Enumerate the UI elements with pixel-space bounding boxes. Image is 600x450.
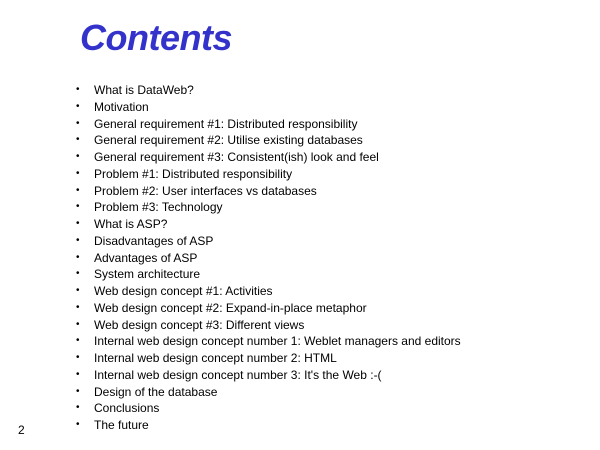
bullet-icon: • bbox=[76, 134, 80, 146]
bullet-icon: • bbox=[76, 285, 80, 296]
list-item bbox=[76, 132, 461, 149]
list-item bbox=[76, 283, 461, 300]
bullet-icon: • bbox=[76, 368, 80, 380]
bullet-icon: • bbox=[76, 335, 80, 347]
list-item bbox=[76, 116, 461, 133]
list-item-label: Web design concept #1: Activities bbox=[94, 284, 273, 298]
list-item bbox=[76, 233, 461, 250]
list-item bbox=[76, 417, 461, 434]
contents-list bbox=[76, 82, 461, 434]
list-item bbox=[76, 384, 461, 401]
bullet-icon: • bbox=[76, 301, 80, 313]
page-number: 2 bbox=[18, 423, 25, 437]
list-item bbox=[76, 367, 461, 384]
list-item bbox=[76, 216, 461, 233]
bullet-icon: • bbox=[76, 184, 80, 196]
list-item-label: Problem #2: User interfaces vs databases bbox=[94, 183, 317, 198]
list-item bbox=[76, 166, 461, 183]
list-item-label: Web design concept #3: Different views bbox=[94, 317, 305, 332]
list-item bbox=[76, 183, 461, 200]
bullet-icon: • bbox=[76, 402, 80, 414]
list-item bbox=[76, 400, 461, 417]
bullet-icon: • bbox=[76, 385, 80, 397]
list-item bbox=[76, 300, 461, 317]
list-item bbox=[76, 317, 461, 334]
list-item-label: What is DataWeb? bbox=[94, 83, 194, 97]
bullet-icon: • bbox=[76, 419, 80, 430]
list-item-label: What is ASP? bbox=[94, 217, 168, 231]
list-item-label: Problem #1: Distributed responsibility bbox=[94, 166, 293, 181]
bullet-icon: • bbox=[76, 84, 80, 95]
list-item bbox=[76, 99, 461, 116]
bullet-icon: • bbox=[76, 251, 80, 263]
list-item-label: The future bbox=[94, 418, 149, 432]
list-item-label: General requirement #2: Utilise existing databases bbox=[94, 133, 363, 148]
list-item-label: System architecture bbox=[94, 267, 201, 282]
list-item bbox=[76, 350, 461, 367]
list-item bbox=[76, 199, 461, 216]
bullet-icon: • bbox=[76, 352, 80, 363]
list-item bbox=[76, 149, 461, 166]
list-item bbox=[76, 266, 461, 283]
bullet-icon: • bbox=[76, 151, 80, 162]
bullet-icon: • bbox=[76, 234, 80, 246]
list-item-label: Advantages of ASP bbox=[94, 250, 198, 265]
list-item-label: General requirement #3: Consistent(ish) look and feel bbox=[94, 150, 379, 164]
bullet-icon: • bbox=[76, 318, 80, 330]
list-item-label: General requirement #1: Distributed responsibility bbox=[94, 116, 358, 131]
list-item-label: Web design concept #2: Expand-in-place metaphor bbox=[94, 300, 367, 315]
bullet-icon: • bbox=[76, 201, 80, 213]
bullet-icon: • bbox=[76, 117, 80, 129]
bullet-icon: • bbox=[76, 268, 80, 280]
list-item-label: Problem #3: Technology bbox=[94, 200, 223, 215]
list-item-label: Motivation bbox=[94, 99, 149, 114]
list-item-label: Disadvantages of ASP bbox=[94, 233, 214, 248]
list-item-label: Internal web design concept number 3: It's the Web :-( bbox=[94, 367, 382, 382]
list-item bbox=[76, 333, 461, 350]
bullet-icon: • bbox=[76, 167, 80, 179]
list-item-label: Internal web design concept number 2: HTML bbox=[94, 351, 337, 365]
list-item bbox=[76, 250, 461, 267]
list-item-label: Design of the database bbox=[94, 384, 218, 399]
list-item bbox=[76, 82, 461, 99]
bullet-icon: • bbox=[76, 100, 80, 112]
list-item-label: Conclusions bbox=[94, 401, 160, 416]
slide-title: Contents bbox=[80, 17, 232, 58]
bullet-icon: • bbox=[76, 218, 80, 229]
list-item-label: Internal web design concept number 1: Weblet managers and editors bbox=[94, 334, 461, 349]
